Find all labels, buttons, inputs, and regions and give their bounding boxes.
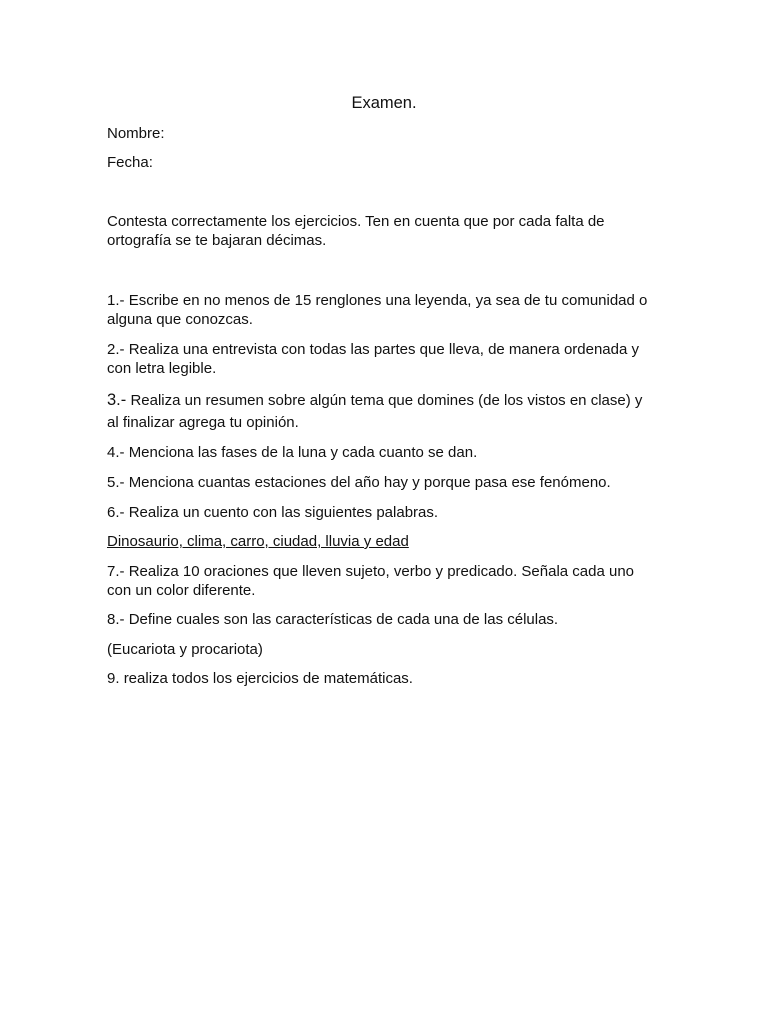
exercise-text: Realiza un cuento con las siguientes palabras.: [128, 504, 439, 521]
exercise-item-6: [107, 503, 655, 522]
exercise-text: realiza todos los ejercicios de matemáticas.: [123, 670, 413, 687]
exercise-number: 8.-: [107, 611, 125, 628]
exercise-text: Define cuales son las características de cada una de las células.: [128, 611, 559, 628]
exercise-item-4: [107, 443, 655, 462]
exercise-number: 9.: [107, 670, 120, 687]
exercise-item-7: [107, 562, 655, 600]
exercise-item-5: [107, 473, 655, 492]
exercise-number: 7.-: [107, 563, 125, 580]
instructions-paragraph: Contesta correctamente los ejercicios. Ten en cuenta que por cada falta de ortografía se te bajaran décimas.: [107, 213, 605, 249]
cell-types-note: (Eucariota y procariota): [107, 641, 263, 658]
exercise-number: 2.-: [107, 341, 125, 358]
exercise-number: 3.-: [107, 391, 127, 409]
exercise-number: 1.-: [107, 292, 125, 309]
exercise-item-9: [107, 669, 655, 688]
exercise-item-8: [107, 610, 655, 629]
exercise-text: Realiza un resumen sobre algún tema que domines (de los vistos en clase) y al finalizar agrega tu opinión.: [107, 392, 643, 431]
exercise-text: Menciona las fases de la luna y cada cuanto se dan.: [128, 444, 478, 461]
word-list-underlined: Dinosaurio, clima, carro, ciudad, lluvia y edad: [107, 533, 409, 550]
exercise-text: Menciona cuantas estaciones del año hay y porque pasa ese fenómeno.: [128, 474, 611, 491]
exercise-number: 6.-: [107, 504, 125, 521]
exercise-item-1: [107, 291, 655, 329]
exercise-item-2: [107, 340, 655, 378]
exercise-text: Realiza una entrevista con todas las partes que lleva, de manera ordenada y con letra legible.: [107, 341, 640, 377]
exercise-text: Realiza 10 oraciones que lleven sujeto, verbo y predicado. Señala cada uno con un color diferente.: [107, 563, 635, 599]
date-label: Fecha:: [107, 154, 153, 171]
exercise-number: 4.-: [107, 444, 125, 461]
exercise-number: 5.-: [107, 474, 125, 491]
document-title: Examen.: [351, 94, 417, 112]
name-label: Nombre:: [107, 125, 165, 142]
exercise-item-3: [107, 389, 655, 434]
exercise-text: Escribe en no menos de 15 renglones una leyenda, ya sea de tu comunidad o alguna que conozcas.: [107, 292, 648, 328]
